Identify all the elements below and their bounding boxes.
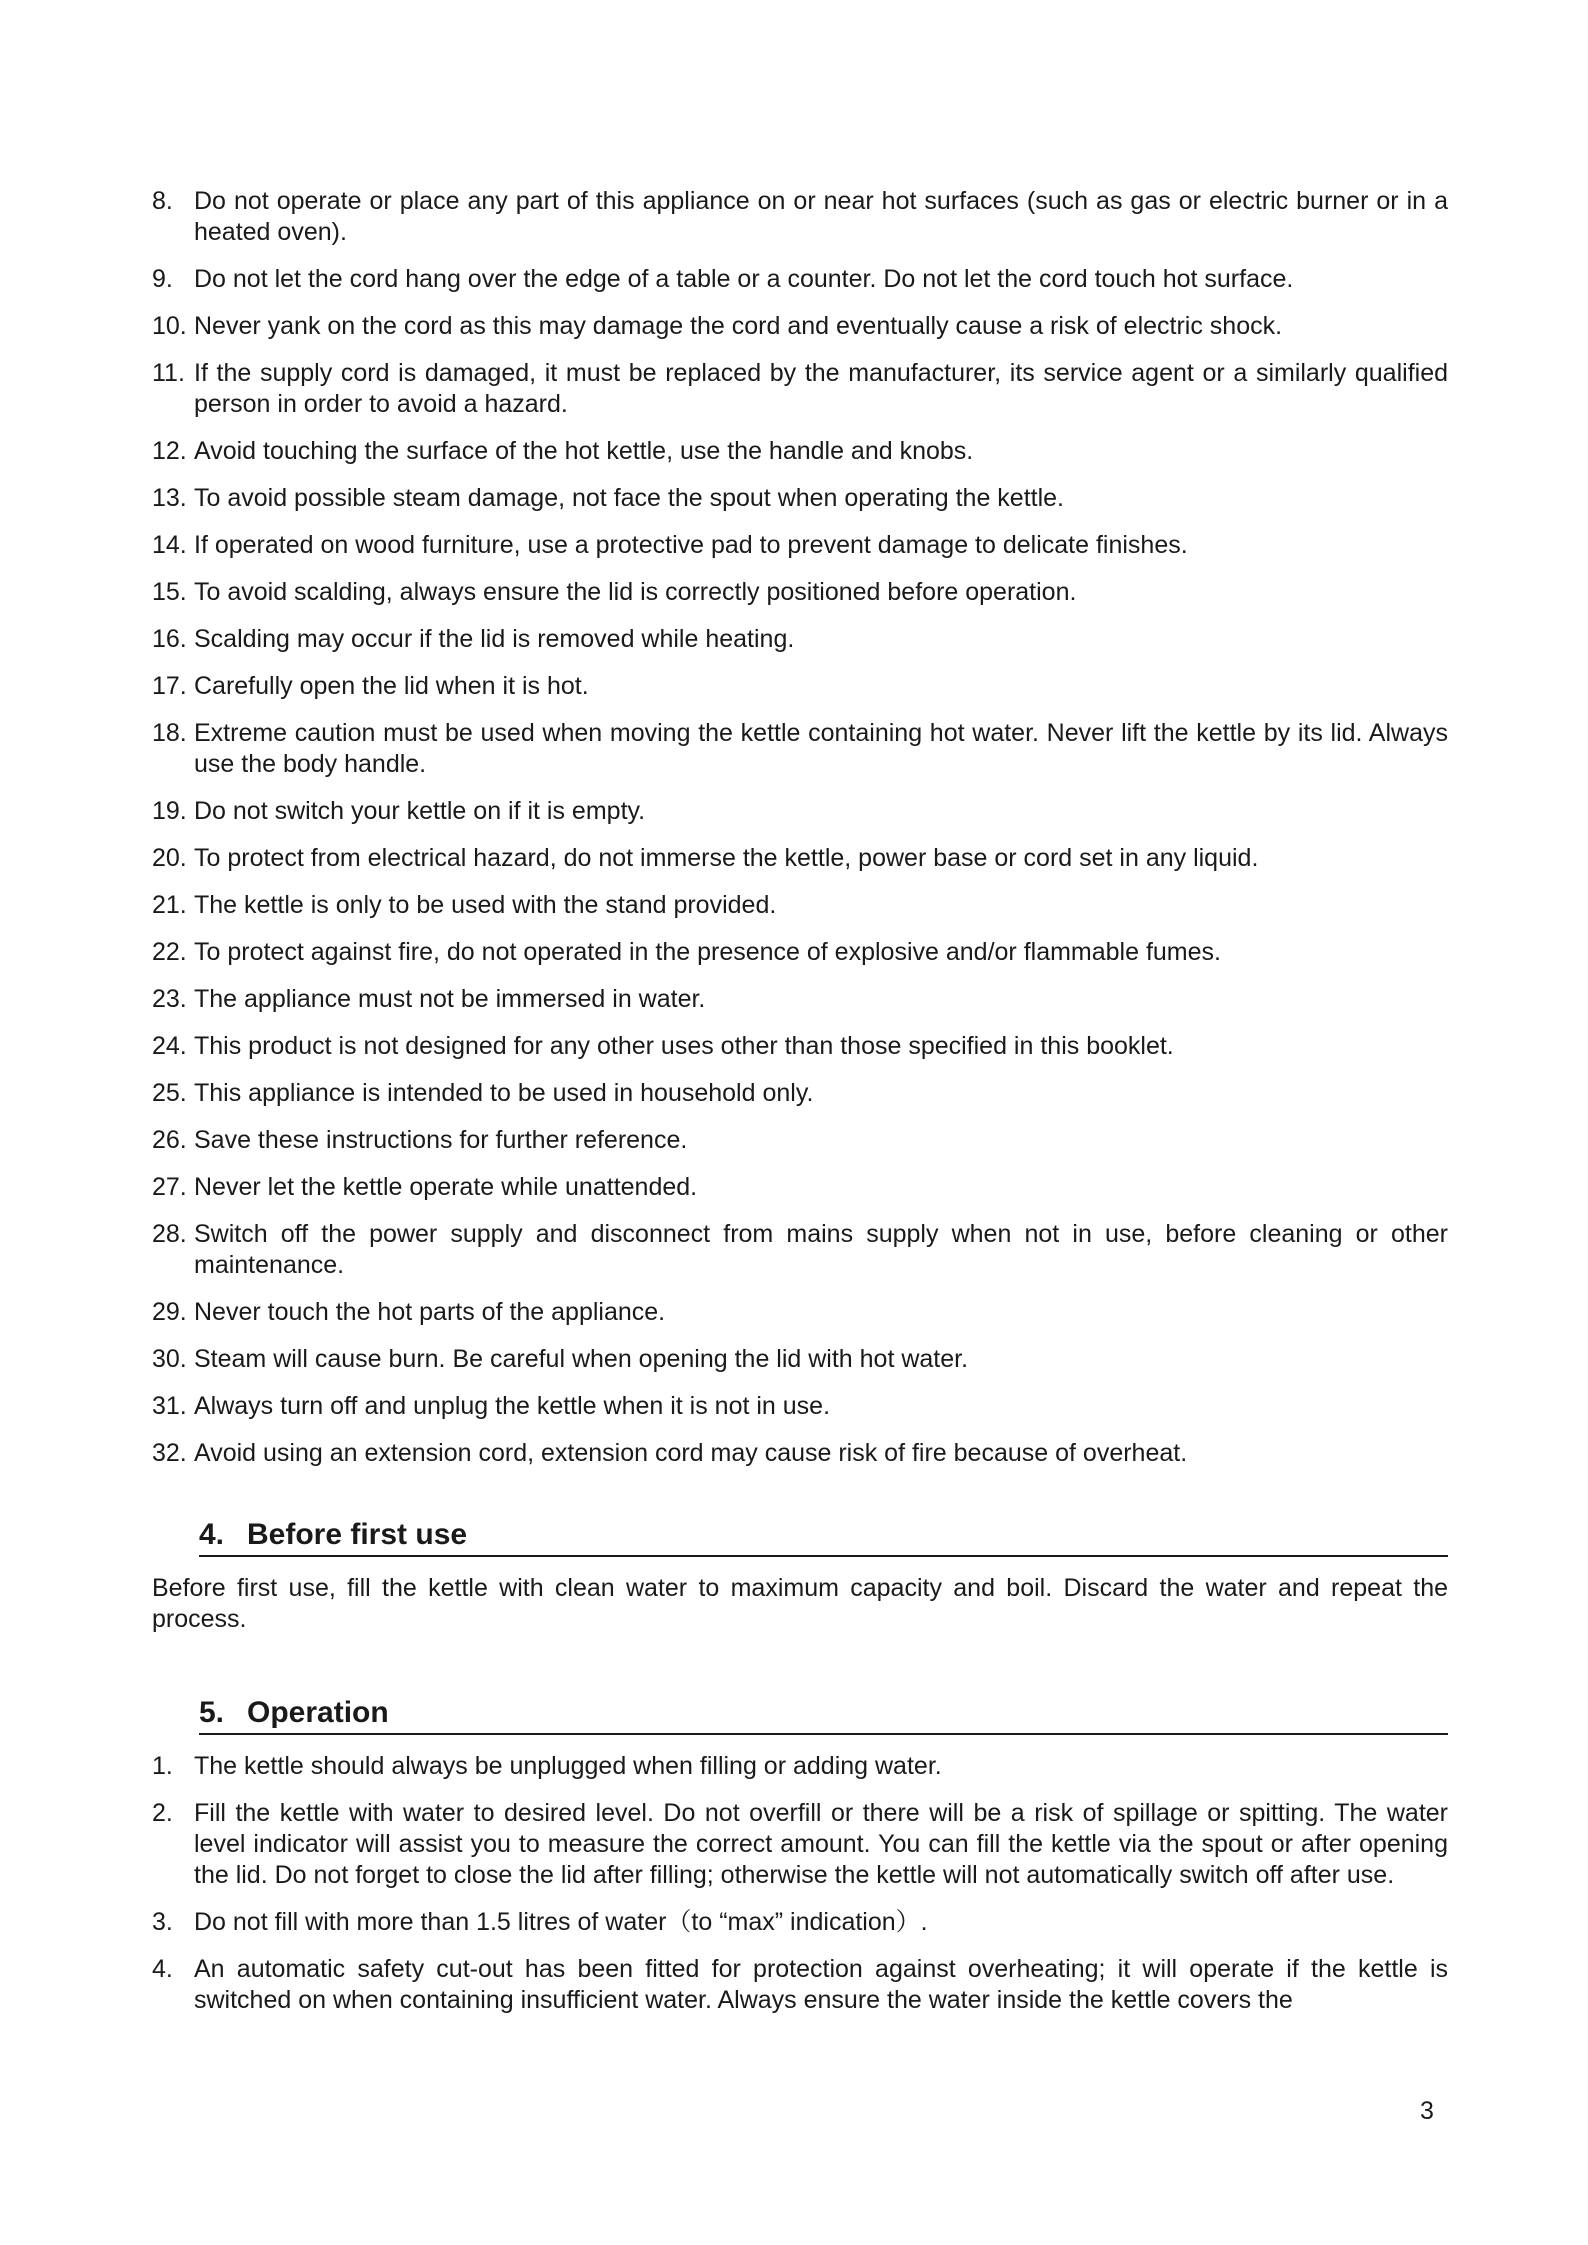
list-item-text: The appliance must not be immersed in water. [194, 985, 706, 1013]
list-item-number: 12. [152, 437, 187, 465]
list-item-text: Do not switch your kettle on if it is empty. [194, 797, 646, 825]
list-item-text: This appliance is intended to be used in household only. [194, 1079, 814, 1107]
list-item-text: If operated on wood furniture, use a protective pad to prevent damage to delicate finishes. [194, 531, 1188, 559]
list-item [152, 624, 1448, 655]
list-item-text: Switch off the power supply and disconnect from mains supply when not in use, before cleaning or other maintenance. [194, 1220, 1448, 1279]
list-item [152, 1438, 1448, 1469]
list-item-text: Avoid using an extension cord, extension cord may cause risk of fire because of overheat. [194, 1439, 1188, 1467]
list-item-number: 15. [152, 578, 187, 606]
list-item [152, 937, 1448, 968]
list-item [152, 1391, 1448, 1422]
section-heading [199, 1695, 1448, 1735]
list-item [152, 984, 1448, 1015]
list-item [152, 1751, 1448, 1782]
list-item-text: Never touch the hot parts of the appliance. [194, 1298, 666, 1326]
list-item [152, 1954, 1448, 2016]
list-item [152, 796, 1448, 827]
list-item [152, 1031, 1448, 1062]
list-item-text: Extreme caution must be used when moving the kettle containing hot water. Never lift the kettle by its lid. Always use the body handle. [194, 719, 1448, 778]
list-item [152, 1125, 1448, 1156]
list-item-number: 9. [152, 265, 173, 293]
list-item [152, 483, 1448, 514]
section-title: Operation [247, 1696, 389, 1729]
list-item-number: 1. [152, 1752, 173, 1780]
section-title: Before first use [247, 1518, 468, 1551]
list-item-text: This product is not designed for any other uses other than those specified in this booklet. [194, 1032, 1174, 1060]
page-number: 3 [1420, 2097, 1434, 2125]
list-item [152, 264, 1448, 295]
list-item-text: Do not operate or place any part of this appliance on or near hot surfaces (such as gas or electric burner or in a heated oven). [194, 187, 1448, 246]
list-item-text: Fill the kettle with water to desired level. Do not overfill or there will be a risk of spillage or spitting. The water level indicator will assist you to measure the correct amount. You can fill the kettle via the spout or after opening the lid. Do not forget to close the lid after filling; otherwise the kettle will not automatically switch off after use. [194, 1799, 1448, 1889]
list-item [152, 1344, 1448, 1375]
list-item [152, 530, 1448, 561]
list-item-number: 4. [152, 1955, 173, 1983]
list-item [152, 671, 1448, 702]
list-item [152, 358, 1448, 420]
list-item-text: The kettle is only to be used with the stand provided. [194, 891, 777, 919]
list-item-number: 30. [152, 1345, 187, 1373]
page-content [152, 186, 1448, 2032]
list-item-text: Avoid touching the surface of the hot kettle, use the handle and knobs. [194, 437, 974, 465]
list-item [152, 577, 1448, 608]
list-item-number: 29. [152, 1298, 187, 1326]
section-operation [152, 1695, 1448, 2016]
list-item [152, 311, 1448, 342]
list-item-text: To avoid possible steam damage, not face the spout when operating the kettle. [194, 484, 1064, 512]
list-item [152, 436, 1448, 467]
list-item [152, 1172, 1448, 1203]
list-item [152, 1219, 1448, 1281]
list-item-number: 13. [152, 484, 187, 512]
list-item-number: 17. [152, 672, 187, 700]
section-before-first-use [152, 1517, 1448, 1635]
list-item-text: Save these instructions for further reference. [194, 1126, 688, 1154]
list-item-text: An automatic safety cut-out has been fitted for protection against overheating; it will operate if the kettle is switched on when containing insufficient water. Always ensure the water inside the kettle covers the [194, 1955, 1448, 2014]
list-item [152, 186, 1448, 248]
section-heading [199, 1517, 1448, 1557]
list-item-number: 14. [152, 531, 187, 559]
list-item-text: Never yank on the cord as this may damage the cord and eventually cause a risk of electric shock. [194, 312, 1283, 340]
list-item-number: 3. [152, 1908, 173, 1936]
list-item-text: If the supply cord is damaged, it must be replaced by the manufacturer, its service agent or a similarly qualified person in order to avoid a hazard. [194, 359, 1448, 418]
list-item-number: 2. [152, 1799, 173, 1827]
list-item-text: To protect from electrical hazard, do not immerse the kettle, power base or cord set in any liquid. [194, 844, 1259, 872]
safety-instructions-list [152, 186, 1448, 1469]
list-item-text: To protect against fire, do not operated in the presence of explosive and/or flammable fumes. [194, 938, 1221, 966]
section-paragraph: Before first use, fill the kettle with clean water to maximum capacity and boil. Discard the water and repeat the process. [152, 1574, 1448, 1633]
section-number: 4. [199, 1518, 225, 1551]
list-item-text: Do not fill with more than 1.5 litres of water（to “max” indication）. [194, 1908, 928, 1936]
list-item [152, 1907, 1448, 1938]
section-number: 5. [199, 1696, 225, 1729]
list-item-number: 24. [152, 1032, 187, 1060]
list-item-number: 25. [152, 1079, 187, 1107]
list-item-number: 27. [152, 1173, 187, 1201]
list-item-text: Never let the kettle operate while unattended. [194, 1173, 698, 1201]
list-item-number: 11. [152, 359, 185, 387]
list-item-text: To avoid scalding, always ensure the lid is correctly positioned before operation. [194, 578, 1077, 606]
list-item-number: 32. [152, 1439, 187, 1467]
list-item [152, 843, 1448, 874]
list-item-number: 18. [152, 719, 187, 747]
list-item [152, 1078, 1448, 1109]
list-item-text: Scalding may occur if the lid is removed while heating. [194, 625, 795, 653]
list-item-text: Steam will cause burn. Be careful when opening the lid with hot water. [194, 1345, 969, 1373]
list-item-number: 23. [152, 985, 187, 1013]
list-item-text: Always turn off and unplug the kettle when it is not in use. [194, 1392, 831, 1420]
list-item-text: Do not let the cord hang over the edge of a table or a counter. Do not let the cord touch hot surface. [194, 265, 1294, 293]
list-item-number: 8. [152, 187, 173, 215]
list-item-number: 16. [152, 625, 187, 653]
list-item-number: 19. [152, 797, 187, 825]
list-item [152, 1798, 1448, 1891]
list-item-text: Carefully open the lid when it is hot. [194, 672, 589, 700]
list-item [152, 1297, 1448, 1328]
list-item-number: 22. [152, 938, 187, 966]
list-item [152, 718, 1448, 780]
list-item [152, 890, 1448, 921]
list-item-text: The kettle should always be unplugged when filling or adding water. [194, 1752, 942, 1780]
list-item-number: 28. [152, 1220, 187, 1248]
operation-steps-list [152, 1751, 1448, 2016]
list-item-number: 20. [152, 844, 187, 872]
list-item-number: 31. [152, 1392, 187, 1420]
list-item-number: 21. [152, 891, 187, 919]
list-item-number: 10. [152, 312, 187, 340]
list-item-number: 26. [152, 1126, 187, 1154]
